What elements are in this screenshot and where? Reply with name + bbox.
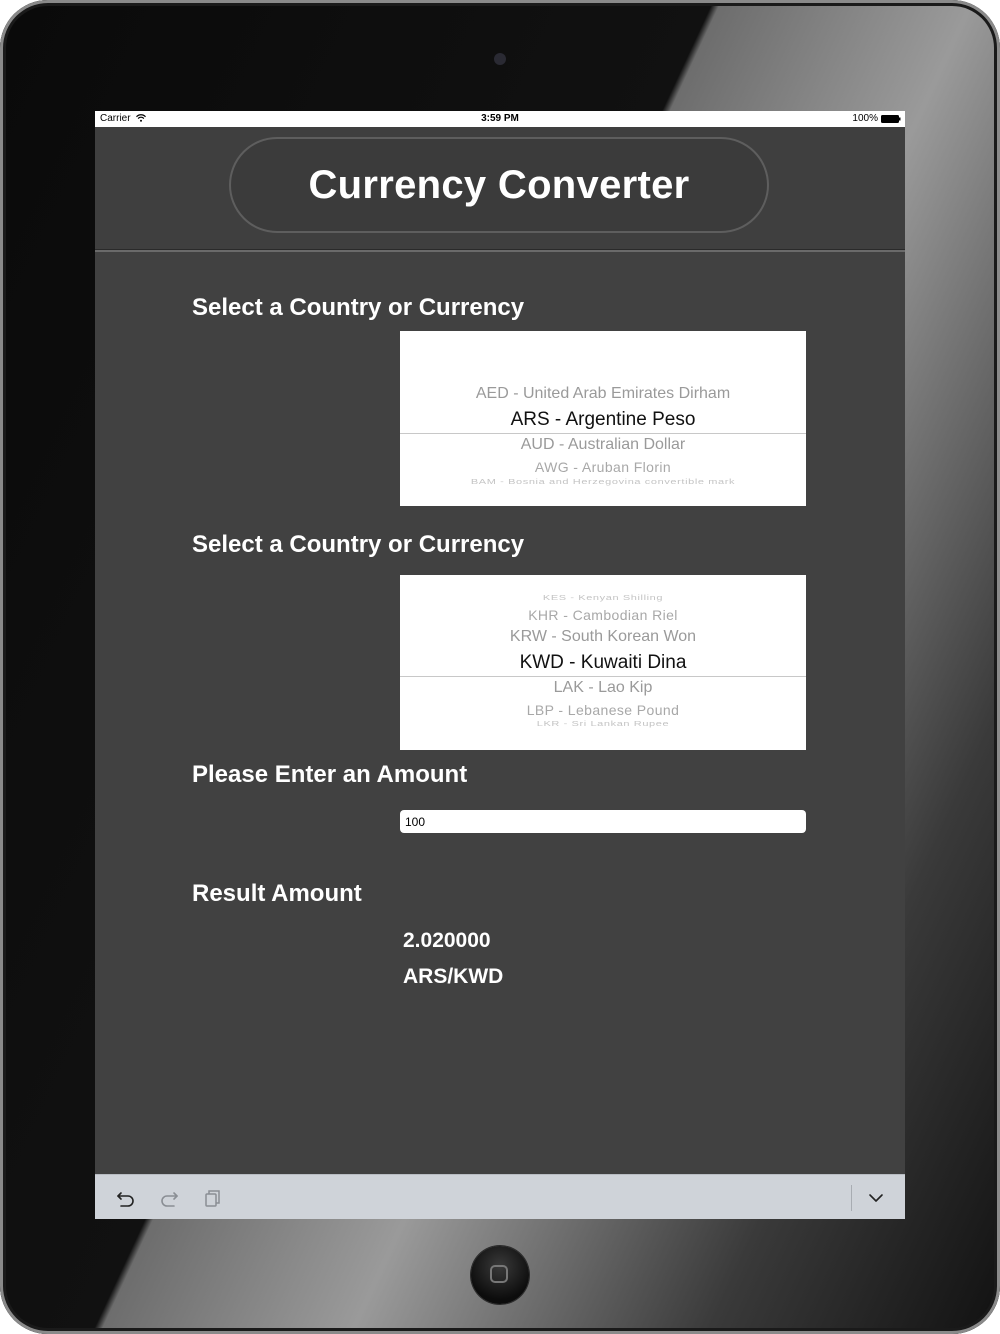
chevron-down-icon[interactable] (865, 1187, 887, 1209)
from-currency-picker[interactable] (400, 331, 806, 506)
picker-row[interactable]: BAM - Bosnia and Herzegovina convertible mark (470, 477, 736, 487)
status-bar (95, 111, 905, 127)
amount-label: Please Enter an Amount (192, 761, 468, 788)
toolbar-separator (851, 1185, 852, 1211)
carrier-label: Carrier (100, 113, 131, 124)
redo-icon[interactable] (158, 1187, 180, 1209)
picker-row[interactable]: LKR - Sri Lankan Rupee (536, 719, 670, 729)
to-currency-picker[interactable] (400, 575, 806, 750)
result-currency-pair: ARS/KWD (403, 965, 504, 988)
picker-row[interactable]: AUD - Australian Dollar (520, 436, 686, 453)
picker-row[interactable]: LAK - Lao Kip (553, 679, 653, 696)
picker-row[interactable]: AED - United Arab Emirates Dirham (475, 385, 731, 402)
app-header (95, 127, 905, 250)
picker-row[interactable]: KRW - South Korean Won (509, 628, 697, 645)
picker-row[interactable]: AWG - Aruban Florin (534, 459, 672, 475)
picker-row-selected[interactable]: ARS - Argentine Peso (510, 409, 696, 430)
to-currency-label: Select a Country or Currency (192, 531, 525, 558)
picker-row[interactable]: LBP - Lebanese Pound (526, 702, 680, 718)
battery-icon (881, 115, 901, 123)
picker-row-selected[interactable]: KWD - Kuwaiti Dina (519, 652, 687, 673)
camera-icon (494, 53, 506, 65)
amount-input[interactable] (400, 810, 806, 833)
home-button[interactable] (471, 1246, 529, 1304)
page-title: Currency Converter (308, 162, 690, 207)
paste-icon[interactable] (201, 1187, 223, 1209)
app-screen (95, 111, 905, 1219)
picker-row[interactable]: KHR - Cambodian Riel (528, 607, 678, 623)
result-label: Result Amount (192, 880, 362, 907)
from-currency-label: Select a Country or Currency (192, 294, 525, 321)
picker-selection-line (400, 433, 806, 434)
keyboard-toolbar (95, 1174, 905, 1219)
undo-icon[interactable] (115, 1187, 137, 1209)
battery-percentage: 100% (852, 113, 878, 124)
header-divider (95, 250, 905, 252)
picker-selection-line (400, 676, 806, 677)
title-pill (229, 137, 769, 233)
result-amount: 2.020000 (403, 929, 491, 952)
picker-row[interactable]: KES - Kenyan Shilling (542, 593, 664, 603)
home-square-icon (490, 1265, 508, 1283)
status-time: 3:59 PM (481, 113, 519, 124)
